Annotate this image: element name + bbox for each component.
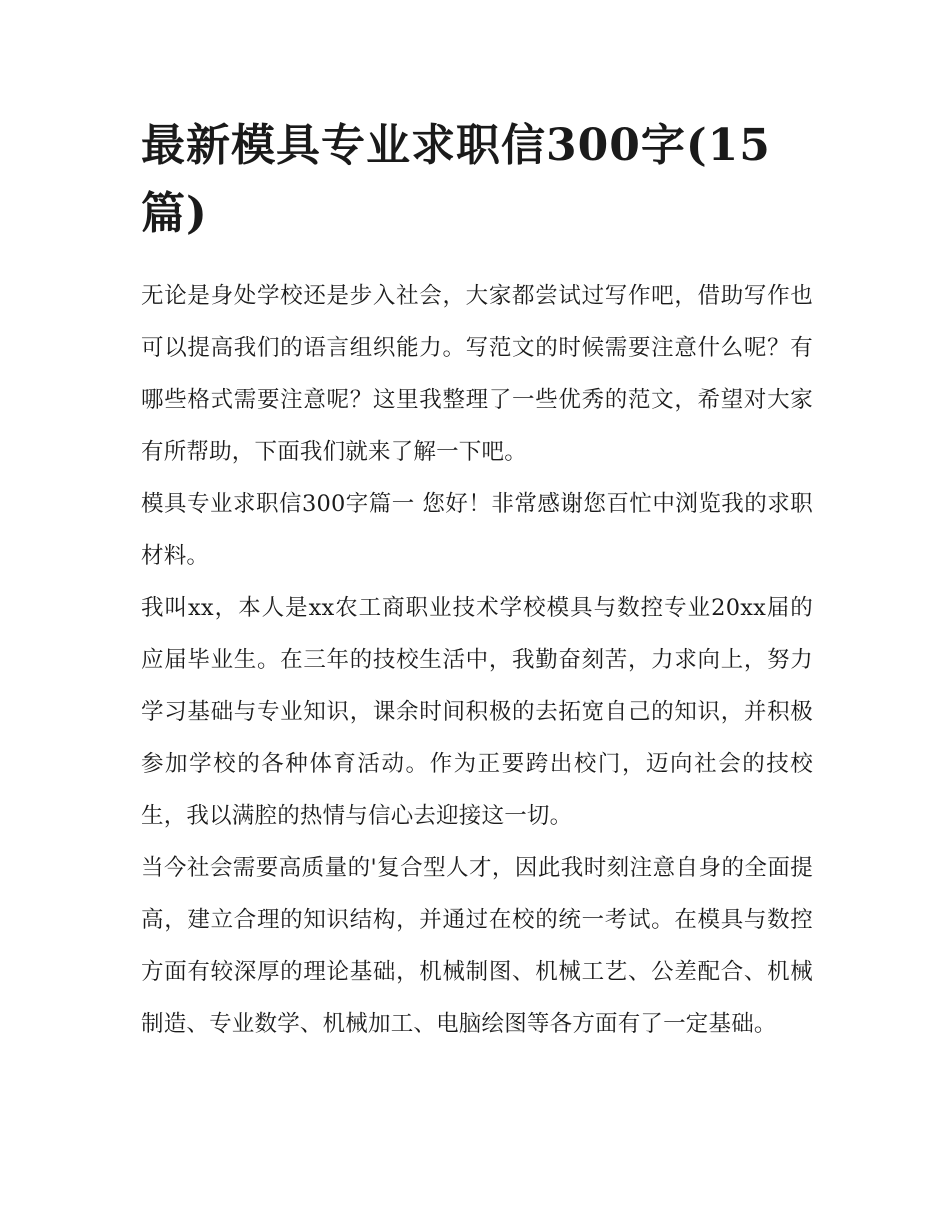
intro-paragraph: 无论是身处学校还是步入社会，大家都尝试过写作吧，借助写作也可以提高我们的语言组织能力。写范文的时候需要注意什么呢？有哪些格式需要注意呢？这里我整理了一些优秀的范文，希望对大家有所帮助，下面我们就来了解一下吧。 [141, 283, 813, 465]
document-title: 最新模具专业求职信300字(15篇) [141, 120, 771, 239]
document-page [141, 112, 813, 1050]
greeting-paragraph: 模具专业求职信300字篇一 您好！非常感谢您百忙中浏览我的求职材料。 [141, 491, 813, 569]
self-introduction-paragraph: 我叫xx，本人是xx农工商职业技术学校模具与数控专业20xx届的应届毕业生。在三年的技校生活中，我勤奋刻苦，力求向上，努力学习基础与专业知识，课余时间积极的去拓宽自己的知识，并积极参加学校的各种体育活动。作为正要跨出校门，迈向社会的技校生，我以满腔的热情与信心去迎接这一切。 [141, 595, 813, 829]
skills-paragraph: 当今社会需要高质量的'复合型人才，因此我时刻注意自身的全面提高，建立合理的知识结构，并通过在校的统一考试。在模具与数控方面有较深厚的理论基础，机械制图、机械工艺、公差配合、机械制造、专业数学、机械加工、电脑绘图等各方面有了一定基础。 [141, 855, 813, 1037]
